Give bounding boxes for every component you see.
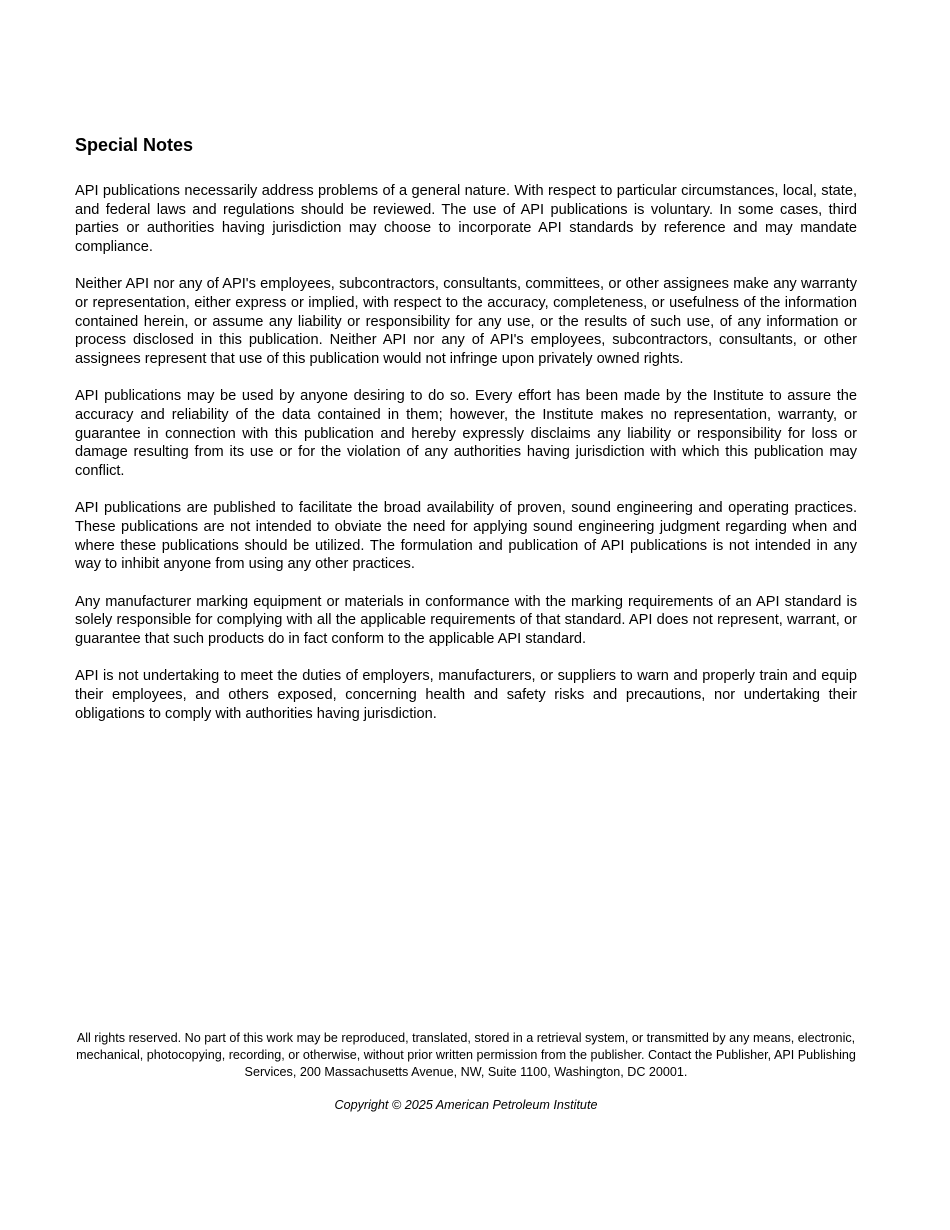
copyright-notice: Copyright © 2025 American Petroleum Institute	[334, 1098, 598, 1112]
paragraph-engineering-practices: API publications are published to facilitate the broad availability of proven, sound engineering and operating practices. These publications are not intended to obviate the need for applying sound engineering judgment regarding when and where these publications should be utilized. The formulation and publication of API publications is not intended in any way to inhibit anyone from using any other practices.	[75, 500, 857, 573]
special-notes-body	[75, 182, 857, 742]
paragraph-employer-duties: API is not undertaking to meet the duties of employers, manufacturers, or suppliers to warn and properly train and equip their employees, and others exposed, concerning health and safety risks and precautions, nor undertaking their obligations to comply with authorities having jurisdiction.	[75, 668, 857, 722]
paragraph-manufacturer-marking: Any manufacturer marking equipment or materials in conformance with the marking requirements of an API standard is solely responsible for complying with all the applicable requirements of that standard. API does not represent, warrant, or guarantee that such products do in fact conform to the applicable API standard.	[75, 593, 857, 648]
paragraph-general-nature: API publications necessarily address problems of a general nature. With respect to particular circumstances, local, state, and federal laws and regulations should be reviewed. The use of API publications is voluntary. In some cases, third parties or authorities having jurisdiction may choose to incorporate API standards by reference and may mandate compliance.	[75, 183, 857, 256]
paragraph-warranty-disclaimer: Neither API nor any of API's employees, subcontractors, consultants, committees, or other assignees make any warranty or representation, either express or implied, with respect to the accuracy, completeness, or usefulness of the information contained herein, or assume any liability or responsibility for any use, or the results of such use, of any information or process disclosed in this publication. Neither API nor any of API's employees, subcontractors, consultants, or other assignees represent that use of this publication would not infringe upon privately owned rights.	[75, 276, 857, 368]
paragraph-liability-disclaimer: API publications may be used by anyone desiring to do so. Every effort has been made by the Institute to assure the accuracy and reliability of the data contained in them; however, the Institute makes no representation, warranty, or guarantee in connection with this publication and hereby expressly disclaims any liability or responsibility for loss or damage resulting from its use or for the violation of any authorities having jurisdiction with which this publication may conflict.	[75, 388, 857, 480]
page-footer	[70, 1030, 862, 1114]
page-title: Special Notes	[75, 135, 194, 155]
rights-reserved-notice: All rights reserved. No part of this work may be reproduced, translated, stored in a retrieval system, or transmitted by any means, electronic, mechanical, photocopying, recording, or otherwise, without prior written permission from the publisher. Contact the Publisher, API Publishing Services, 200 Massachusetts Avenue, NW, Suite 1100, Washington, DC 20001.	[76, 1031, 856, 1079]
